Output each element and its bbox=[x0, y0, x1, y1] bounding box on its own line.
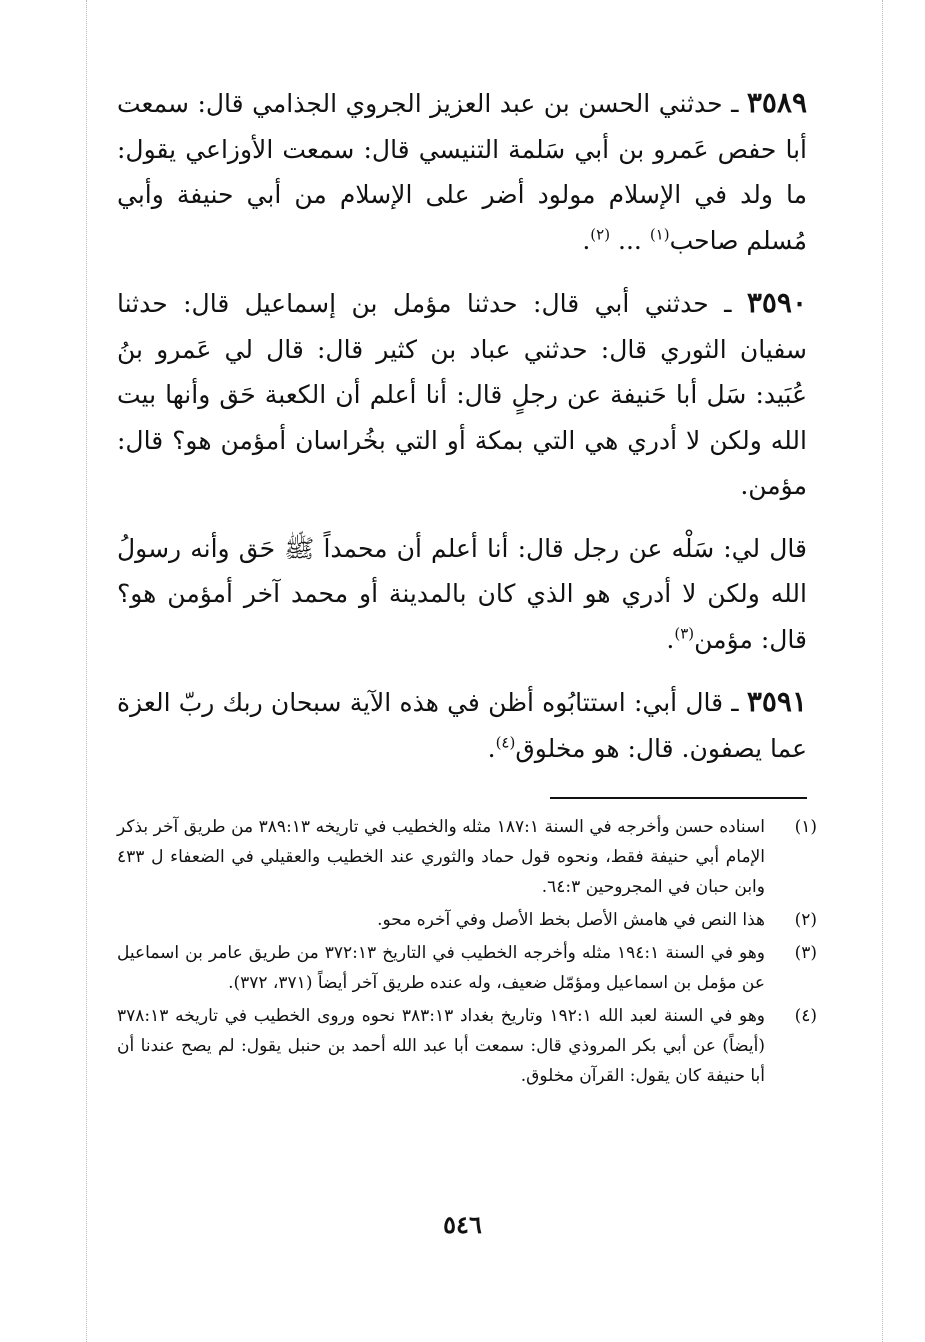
hadith-paragraph-continuation bbox=[117, 526, 807, 663]
footnote-number: (٢) bbox=[794, 910, 817, 930]
footnote-ref[interactable]: (٢) bbox=[590, 225, 611, 244]
footnote bbox=[117, 1001, 817, 1091]
hadith-text: قال لي: سَلْه عن رجل قال: أنا أعلم أن محمداً ﷺ حَق وأنه رسولُ الله ولكن لا أدري هو الذي كان بالمدينة أو محمد آخر أمؤمن هو؟ قال: مؤمن bbox=[117, 533, 807, 654]
hadith-number: ٣٥٩١ bbox=[746, 685, 807, 718]
hadith-number: ٣٥٩٠ bbox=[746, 286, 807, 319]
footnote-number: (٤) bbox=[794, 1006, 817, 1026]
text-end: . bbox=[582, 225, 591, 255]
text-ellipsis: ... bbox=[610, 225, 650, 255]
footnotes bbox=[117, 812, 817, 1094]
page-number: ٥٤٦ bbox=[443, 1210, 482, 1239]
footnote bbox=[117, 812, 817, 902]
footnote bbox=[117, 905, 817, 935]
hadith-number: ٣٥٨٩ bbox=[746, 86, 807, 119]
footnote-text: هذا النص في هامش الأصل بخط الأصل وفي آخره محو. bbox=[377, 910, 765, 930]
hadith-paragraph-3589 bbox=[117, 80, 807, 263]
hadith-text: ـ حدثني أبي قال: حدثنا مؤمل بن إسماعيل قال: حدثنا سفيان الثوري قال: حدثني عباد بن كثير قال: قال لي عَمرو بنُ عُبَيد: سَل أبا حَنيفة عن رجلٍ قال: أنا أعلم أن الكعبة حَق وأنها بيت الله ولكن لا أدري هي التي بمكة أو التي بخُراسان أمؤمن هو؟ قال: مؤمن. bbox=[117, 289, 807, 500]
footnote-text: وهو في السنة ١٩٤:١ مثله وأخرجه الخطيب في التاريخ ٣٧٢:١٣ من طريق عامر بن اسماعيل عن مؤمل بن اسماعيل ومؤمّل ضعيف، وله عنده طريق آخر أيضاً (٣٧١، ٣٧٢). bbox=[117, 943, 766, 993]
footnote-separator bbox=[550, 797, 807, 799]
margin-dotted-line-left bbox=[86, 0, 87, 1342]
footnote-ref[interactable]: (١) bbox=[649, 225, 670, 244]
margin-dotted-line-right bbox=[882, 0, 883, 1342]
footnote-ref[interactable]: (٤) bbox=[495, 733, 516, 752]
footnote bbox=[117, 938, 817, 998]
main-text bbox=[117, 80, 807, 788]
hadith-paragraph-3591 bbox=[117, 679, 807, 771]
hadith-paragraph-3590 bbox=[117, 280, 807, 509]
footnote-number: (٣) bbox=[794, 943, 817, 963]
footnote-text: اسناده حسن وأخرجه في السنة ١٨٧:١ مثله والخطيب في تاريخه ٣٨٩:١٣ من طريق آخر بذكر الإمام أبي حنيفة فقط، ونحوه قول حماد والثوري عند الخطيب والعقيلي في الضعفاء ل ٤٣٣ وابن حبان في المجروحين ٦٤:٣. bbox=[117, 817, 765, 897]
hadith-text: ـ حدثني الحسن بن عبد العزيز الجروي الجذامي قال: سمعت أبا حفص عَمرو بن أبي سَلمة التنيسي قال: سمعت الأوزاعي يقول: ما ولد في الإسلام مولود أضر على الإسلام من أبي حنيفة وأبي مُسلم صاحب bbox=[117, 89, 807, 255]
footnote-ref[interactable]: (٣) bbox=[674, 624, 695, 643]
text-end: . bbox=[487, 733, 496, 763]
hadith-text: ـ قال أبي: استتابُوه أظن في هذه الآية سبحان ربك ربّ العزة عما يصفون. قال: هو مخلوق bbox=[117, 688, 807, 763]
text-end: . bbox=[666, 624, 675, 654]
footnote-number: (١) bbox=[794, 817, 817, 837]
footnote-text: وهو في السنة لعبد الله ١٩٢:١ وتاريخ بغداد ٣٨٣:١٣ نحوه وروى الخطيب في تاريخه ٣٧٨:١٣ (أيضاً) عن أبي بكر المروذي قال: سمعت أبا عبد الله أحمد بن حنبل يقول: لم يصح عندنا أن أبا حنيفة كان يقول: القرآن مخلوق. bbox=[117, 1006, 765, 1086]
